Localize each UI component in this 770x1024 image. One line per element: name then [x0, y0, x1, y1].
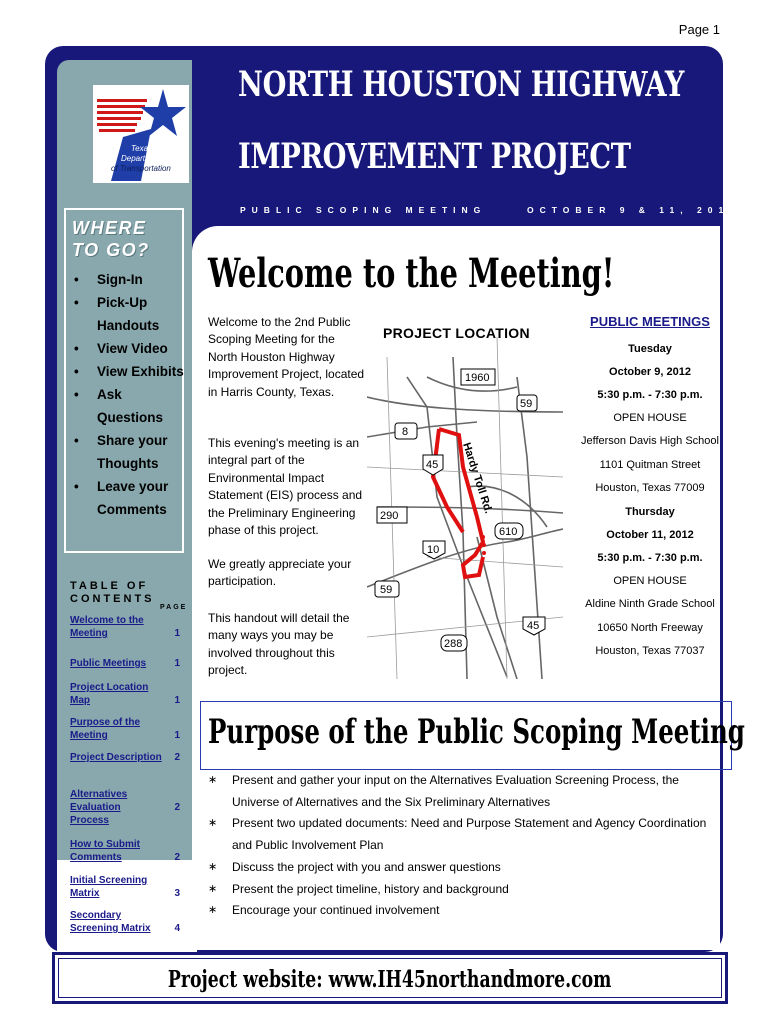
title-line-2: IMPROVEMENT PROJECT [238, 136, 631, 177]
svg-text:290: 290 [380, 510, 399, 522]
list-item: ∗ Present two updated documents: Need and Purpose Statement and Agency Coordination and Public Involvement Plan [208, 813, 728, 856]
subtitle [240, 205, 740, 215]
toc-link-public-meetings[interactable]: Public Meetings 1 [70, 658, 180, 669]
toc-title: TABLE OF CONTENTS [70, 580, 155, 605]
logo-stripes-icon [97, 99, 147, 132]
svg-text:288: 288 [444, 638, 463, 650]
list-item: ∗ Discuss the project with you and answer questions [208, 857, 728, 879]
meeting1-day: Tuesday [628, 343, 672, 355]
toc-link-alternatives[interactable]: Alternatives Evaluation Process 2 [70, 789, 180, 826]
meeting2-day: Thursday [625, 506, 675, 518]
public-meetings-heading: PUBLIC MEETINGS [590, 314, 710, 329]
toc-link-purpose[interactable]: Purpose of the Meeting 1 [70, 717, 180, 741]
svg-text:Hardy Toll Rd.: Hardy Toll Rd. [460, 441, 495, 516]
purpose-heading: Purpose of the Public Scoping Meeting [208, 712, 745, 752]
meeting1-city: Houston, Texas 77009 [595, 482, 705, 494]
svg-text:45: 45 [527, 620, 540, 632]
title-line-1: NORTH HOUSTON HIGHWAY [238, 64, 684, 105]
toc-link-location-map[interactable]: Project Location Map 1 [70, 682, 180, 706]
svg-text:of Transportation: of Transportation [111, 164, 171, 173]
toc-link-initial-matrix[interactable]: Initial Screening Matrix 3 [70, 875, 180, 899]
project-location-map [367, 317, 563, 679]
welcome-paragraph: This evening's meeting is an integral part of the Environmental Impact Statement (EIS) process and the Preliminary Engineering phase of this project. [208, 436, 363, 538]
welcome-heading: Welcome to the Meeting! [208, 250, 615, 297]
meeting1-venue: Jefferson Davis High School [581, 435, 719, 447]
page-number: Page 1 [678, 22, 720, 37]
svg-text:1960: 1960 [465, 372, 490, 384]
where-to-go-list [72, 268, 184, 521]
txdot-logo [93, 85, 189, 183]
svg-text:8: 8 [402, 426, 409, 438]
list-item: • Sign-In [72, 268, 184, 291]
toc-link-welcome[interactable]: Welcome to the Meeting 1 [70, 615, 180, 639]
svg-text:59: 59 [380, 584, 393, 596]
meeting1-date: October 9, 2012 [609, 366, 691, 378]
welcome-paragraph: Welcome to the 2nd Public Scoping Meeting for the North Houston Highway Improvement Project, located in Harris County, Texas. [208, 315, 365, 399]
subtitle-dates: OCTOBER 9 & 11, 2012 [527, 205, 740, 215]
website-link[interactable]: Project website: www.IH45northandmore.com [168, 966, 612, 993]
meeting1-time: 5:30 p.m. - 7:30 p.m. [597, 389, 703, 401]
toc-link-project-description[interactable]: Project Description 2 [70, 752, 180, 763]
meeting2-format: OPEN HOUSE [613, 575, 687, 587]
svg-text:Department: Department [121, 154, 163, 163]
svg-text:59: 59 [520, 398, 533, 410]
meeting2-date: October 11, 2012 [606, 529, 694, 541]
subtitle-event: PUBLIC SCOPING MEETING [240, 205, 487, 215]
list-item: • Share your Thoughts [72, 429, 184, 475]
list-item: • Ask Questions [72, 383, 184, 429]
welcome-paragraph: We greatly appreciate your participation. [208, 557, 352, 589]
where-to-go-title: WHERE TO GO? [72, 218, 150, 260]
svg-text:10: 10 [427, 544, 440, 556]
list-item: • Leave your Comments [72, 475, 184, 521]
list-item: ∗ Present the project timeline, history and background [208, 879, 728, 901]
svg-text:Texas: Texas [131, 144, 153, 153]
meeting1-street: 1101 Quitman Street [599, 459, 701, 471]
toc-page-label: PAGE [160, 604, 188, 611]
svg-text:45: 45 [426, 459, 439, 471]
star-icon [140, 89, 186, 136]
svg-text:610: 610 [499, 526, 518, 538]
list-item: • View Exhibits [72, 360, 184, 383]
meeting2-time: 5:30 p.m. - 7:30 p.m. [597, 552, 703, 564]
welcome-paragraph: This handout will detail the many ways you may be involved throughout this project. [208, 611, 350, 678]
where-to-go-box [64, 208, 184, 553]
website-banner [52, 952, 728, 1004]
purpose-list [208, 770, 728, 922]
meeting2-venue: Aldine Ninth Grade School [585, 598, 715, 610]
meeting2-city: Houston, Texas 77037 [595, 645, 705, 657]
meeting2-street: 10650 North Freeway [597, 622, 703, 634]
list-item: ∗ Present and gather your input on the Alternatives Evaluation Screening Process, the Universe of Alternatives and the Six Preliminary Alternatives [208, 770, 728, 813]
list-item: ∗ Encourage your continued involvement [208, 900, 728, 922]
meeting1-format: OPEN HOUSE [613, 412, 687, 424]
map-title: PROJECT LOCATION [383, 325, 530, 341]
toc-link-secondary-matrix[interactable]: Secondary Screening Matrix 4 [70, 910, 180, 934]
list-item: • Pick-Up Handouts [72, 291, 184, 337]
list-item: • View Video [72, 337, 184, 360]
toc-link-submit-comments[interactable]: How to Submit Comments 2 [70, 839, 180, 863]
